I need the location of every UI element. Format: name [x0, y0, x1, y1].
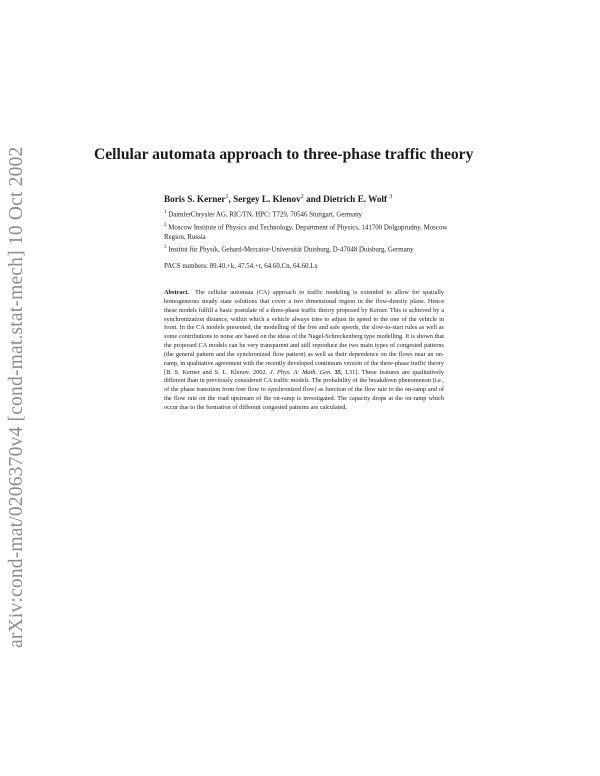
- author-separator: ,: [228, 194, 234, 205]
- author-name: Sergey L. Klenov: [233, 194, 301, 205]
- affiliation-text: Moscow Institute of Physics and Technology, Department of Physics, 141700 Dolgoprudny, Moscow Region, Russia: [164, 223, 448, 241]
- journal-volume: 35: [334, 368, 341, 376]
- affiliation-mark: 1: [225, 194, 229, 200]
- affiliation-mark: 2: [300, 194, 304, 200]
- author-separator: and: [303, 194, 324, 205]
- abstract: [164, 289, 444, 413]
- paper-title: Cellular automata approach to three-phase traffic theory: [94, 146, 474, 163]
- affiliation-mark: 3: [389, 194, 393, 200]
- affiliation-text: DaimlerChrysler AG, RIC/TN, HPC: T729, 70546 Stuttgart, Germany: [168, 211, 362, 219]
- author-name: Dietrich E. Wolf: [323, 194, 388, 205]
- arxiv-identifier: arXiv:cond-mat/0206370v4 [cond-mat.stat-mech] 10 Oct 2002: [6, 146, 27, 648]
- affiliation-mark: 2: [164, 222, 167, 228]
- abstract-label: Abstract.: [164, 289, 190, 296]
- affiliation-mark: 1: [164, 210, 167, 215]
- affiliation: [164, 208, 464, 221]
- author-name: Boris S. Kerner: [164, 194, 226, 205]
- affiliation: [164, 243, 464, 256]
- pacs-numbers: PACS numbers: 89.40.+k, 47.54.+r, 64.60.Cn, 64.60.Lx: [164, 263, 318, 270]
- abstract-text: The cellular automata (CA) approach to traffic modeling is extended to allow for spatially homogeneous steady state solutions that cover a two dimensional region in the flow-density plane. Hence these models fulfill a basic postulate of a three-phase traffic theory proposed by Kerner. This is achieved by a synchronization distance, within which a vehicle always tries to adjust its speed to the one of the vehicle in front. In the CA models presented, the modelling of the free and safe speeds, the slow-to-start rules as well as some contributions to noise are based on the ideas of the Nagel-Schreckenberg type modelling. It is shown that the proposed CA models can be very transparent and still reproduce the two main types of congested patterns (the general pattern and the synchronized flow pattern) as well as their dependence on the flows near an on-ramp, in qualitative agreement with the recently developed continuum version of the three-phase traffic theory [B. S. Kerner and S. L. Klenov. 2002.: [164, 289, 444, 376]
- author-list: [164, 194, 464, 204]
- journal-name: J. Phys. A: Math. Gen.: [269, 368, 332, 376]
- affiliation-text: Institut für Physik, Gehard-Mercator-Universität Duisburg, D-47048 Duisburg, Germany: [168, 246, 414, 254]
- abstract-text: , L31]. These features are qualitatively different than in previously considered CA traffic models. The probability of the breakdown phenomenon (i.e., of the phase transition from free flow to synchronized flow) as function of the flow rate to the on-ramp and of the flow rate on the road upstream of the on-ramp is investigated. The capacity drops at the on-ramp which occur due to the formation of different congested patterns are calculated.: [164, 368, 444, 411]
- affiliation-mark: 3: [164, 245, 167, 251]
- affiliation: [164, 221, 464, 244]
- affiliation-list: [164, 208, 464, 256]
